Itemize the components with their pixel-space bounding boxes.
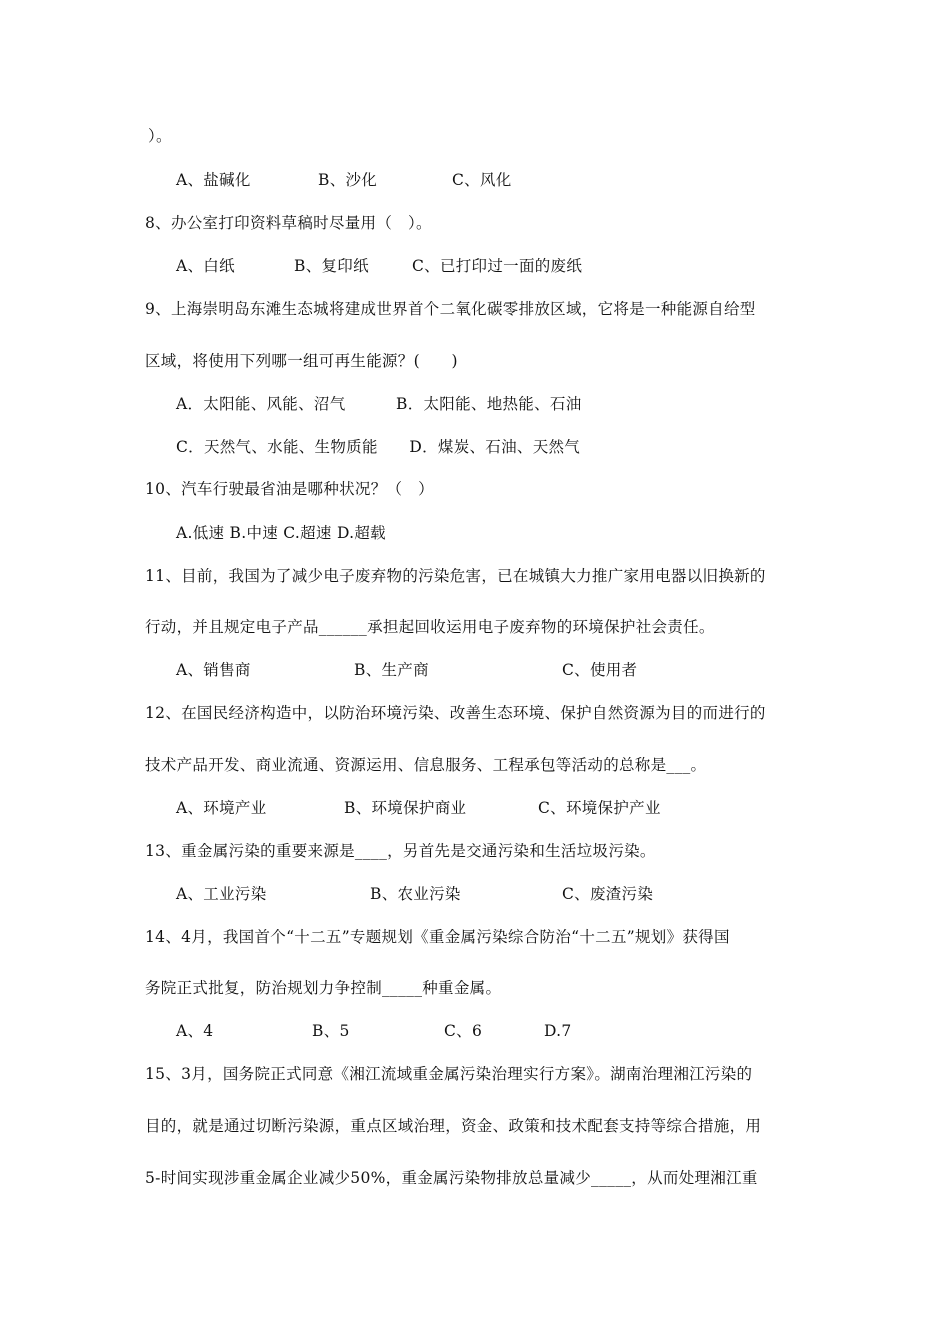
q9-stem-line2: 区域，将使用下列哪一组可再生能源？( ) (145, 352, 458, 370)
q12-option-c: C、环境保护产业 (538, 799, 661, 817)
q14-option-b: B、5 (312, 1022, 350, 1040)
q10-stem: 10、汽车行驶最省油是哪种状况？（ ） (145, 480, 434, 498)
q11-option-b: B、生产商 (354, 661, 429, 679)
q12-stem-line2: 技术产品开发、商业流通、资源运用、信息服务、工程承包等活动的总称是___。 (145, 756, 707, 774)
q11-stem-line2: 行动，并且规定电子产品______承担起回收运用电子废弃物的环境保护社会责任。 (145, 618, 715, 636)
q13-option-b: B、农业污染 (370, 885, 461, 903)
q14-option-a: A、4 (176, 1022, 214, 1040)
q13-stem: 13、重金属污染的重要来源是____，另首先是交通污染和生活垃圾污染。 (145, 842, 656, 860)
q14-option-d: D.7 (544, 1022, 572, 1040)
q8-option-a: A、白纸 (176, 257, 235, 275)
q9-stem-line1: 9、上海崇明岛东滩生态城将建成世界首个二氧化碳零排放区域，它将是一种能源自给型 (145, 300, 756, 318)
q8-option-b: B、复印纸 (294, 257, 369, 275)
q11-option-a: A、销售商 (176, 661, 251, 679)
q13-option-c: C、废渣污染 (562, 885, 654, 903)
q14-stem-line2: 务院正式批复，防治规划力争控制_____种重金属。 (145, 979, 502, 997)
q7-option-c: C、风化 (452, 171, 512, 189)
q12-stem-line1: 12、在国民经济构造中，以防治环境污染、改善生态环境、保护自然资源为目的而进行的 (145, 704, 766, 722)
q9-options-cd: C．天然气、水能、生物质能 D．煤炭、石油、天然气 (176, 438, 581, 456)
q8-stem: 8、办公室打印资料草稿时尽量用（ ）。 (145, 214, 432, 232)
q9-option-a: A．太阳能、风能、沼气 (176, 395, 346, 413)
q10-options: A.低速 B.中速 C.超速 D.超载 (176, 524, 386, 542)
q11-option-c: C、使用者 (562, 661, 638, 679)
q8-option-c: C、已打印过一面的废纸 (412, 257, 583, 275)
q12-option-b: B、环境保护商业 (344, 799, 467, 817)
q12-option-a: A、环境产业 (176, 799, 267, 817)
q9-option-b: B．太阳能、地热能、石油 (396, 395, 582, 413)
q14-stem-line1: 14、4月，我国首个“十二五”专题规划《重金属污染综合防治“十二五”规划》获得国 (145, 928, 730, 946)
q15-stem-line3: 5-时间实现涉重金属企业减少50%，重金属污染物排放总量减少_____，从而处理湘江重 (145, 1169, 758, 1187)
q7-stem-end: ）。 (148, 127, 172, 145)
q15-stem-line2: 目的，就是通过切断污染源，重点区域治理，资金、政策和技术配套支持等综合措施，用 (145, 1117, 762, 1135)
q11-stem-line1: 11、目前，我国为了减少电子废弃物的污染危害，已在城镇大力推广家用电器以旧换新的 (145, 567, 766, 585)
q13-option-a: A、工业污染 (176, 885, 267, 903)
q7-option-a: A、盐碱化 (176, 171, 251, 189)
q7-option-b: B、沙化 (318, 171, 378, 189)
q15-stem-line1: 15、3月，国务院正式同意《湘江流域重金属污染治理实行方案》。湖南治理湘江污染的 (145, 1065, 753, 1083)
q14-option-c: C、6 (444, 1022, 483, 1040)
